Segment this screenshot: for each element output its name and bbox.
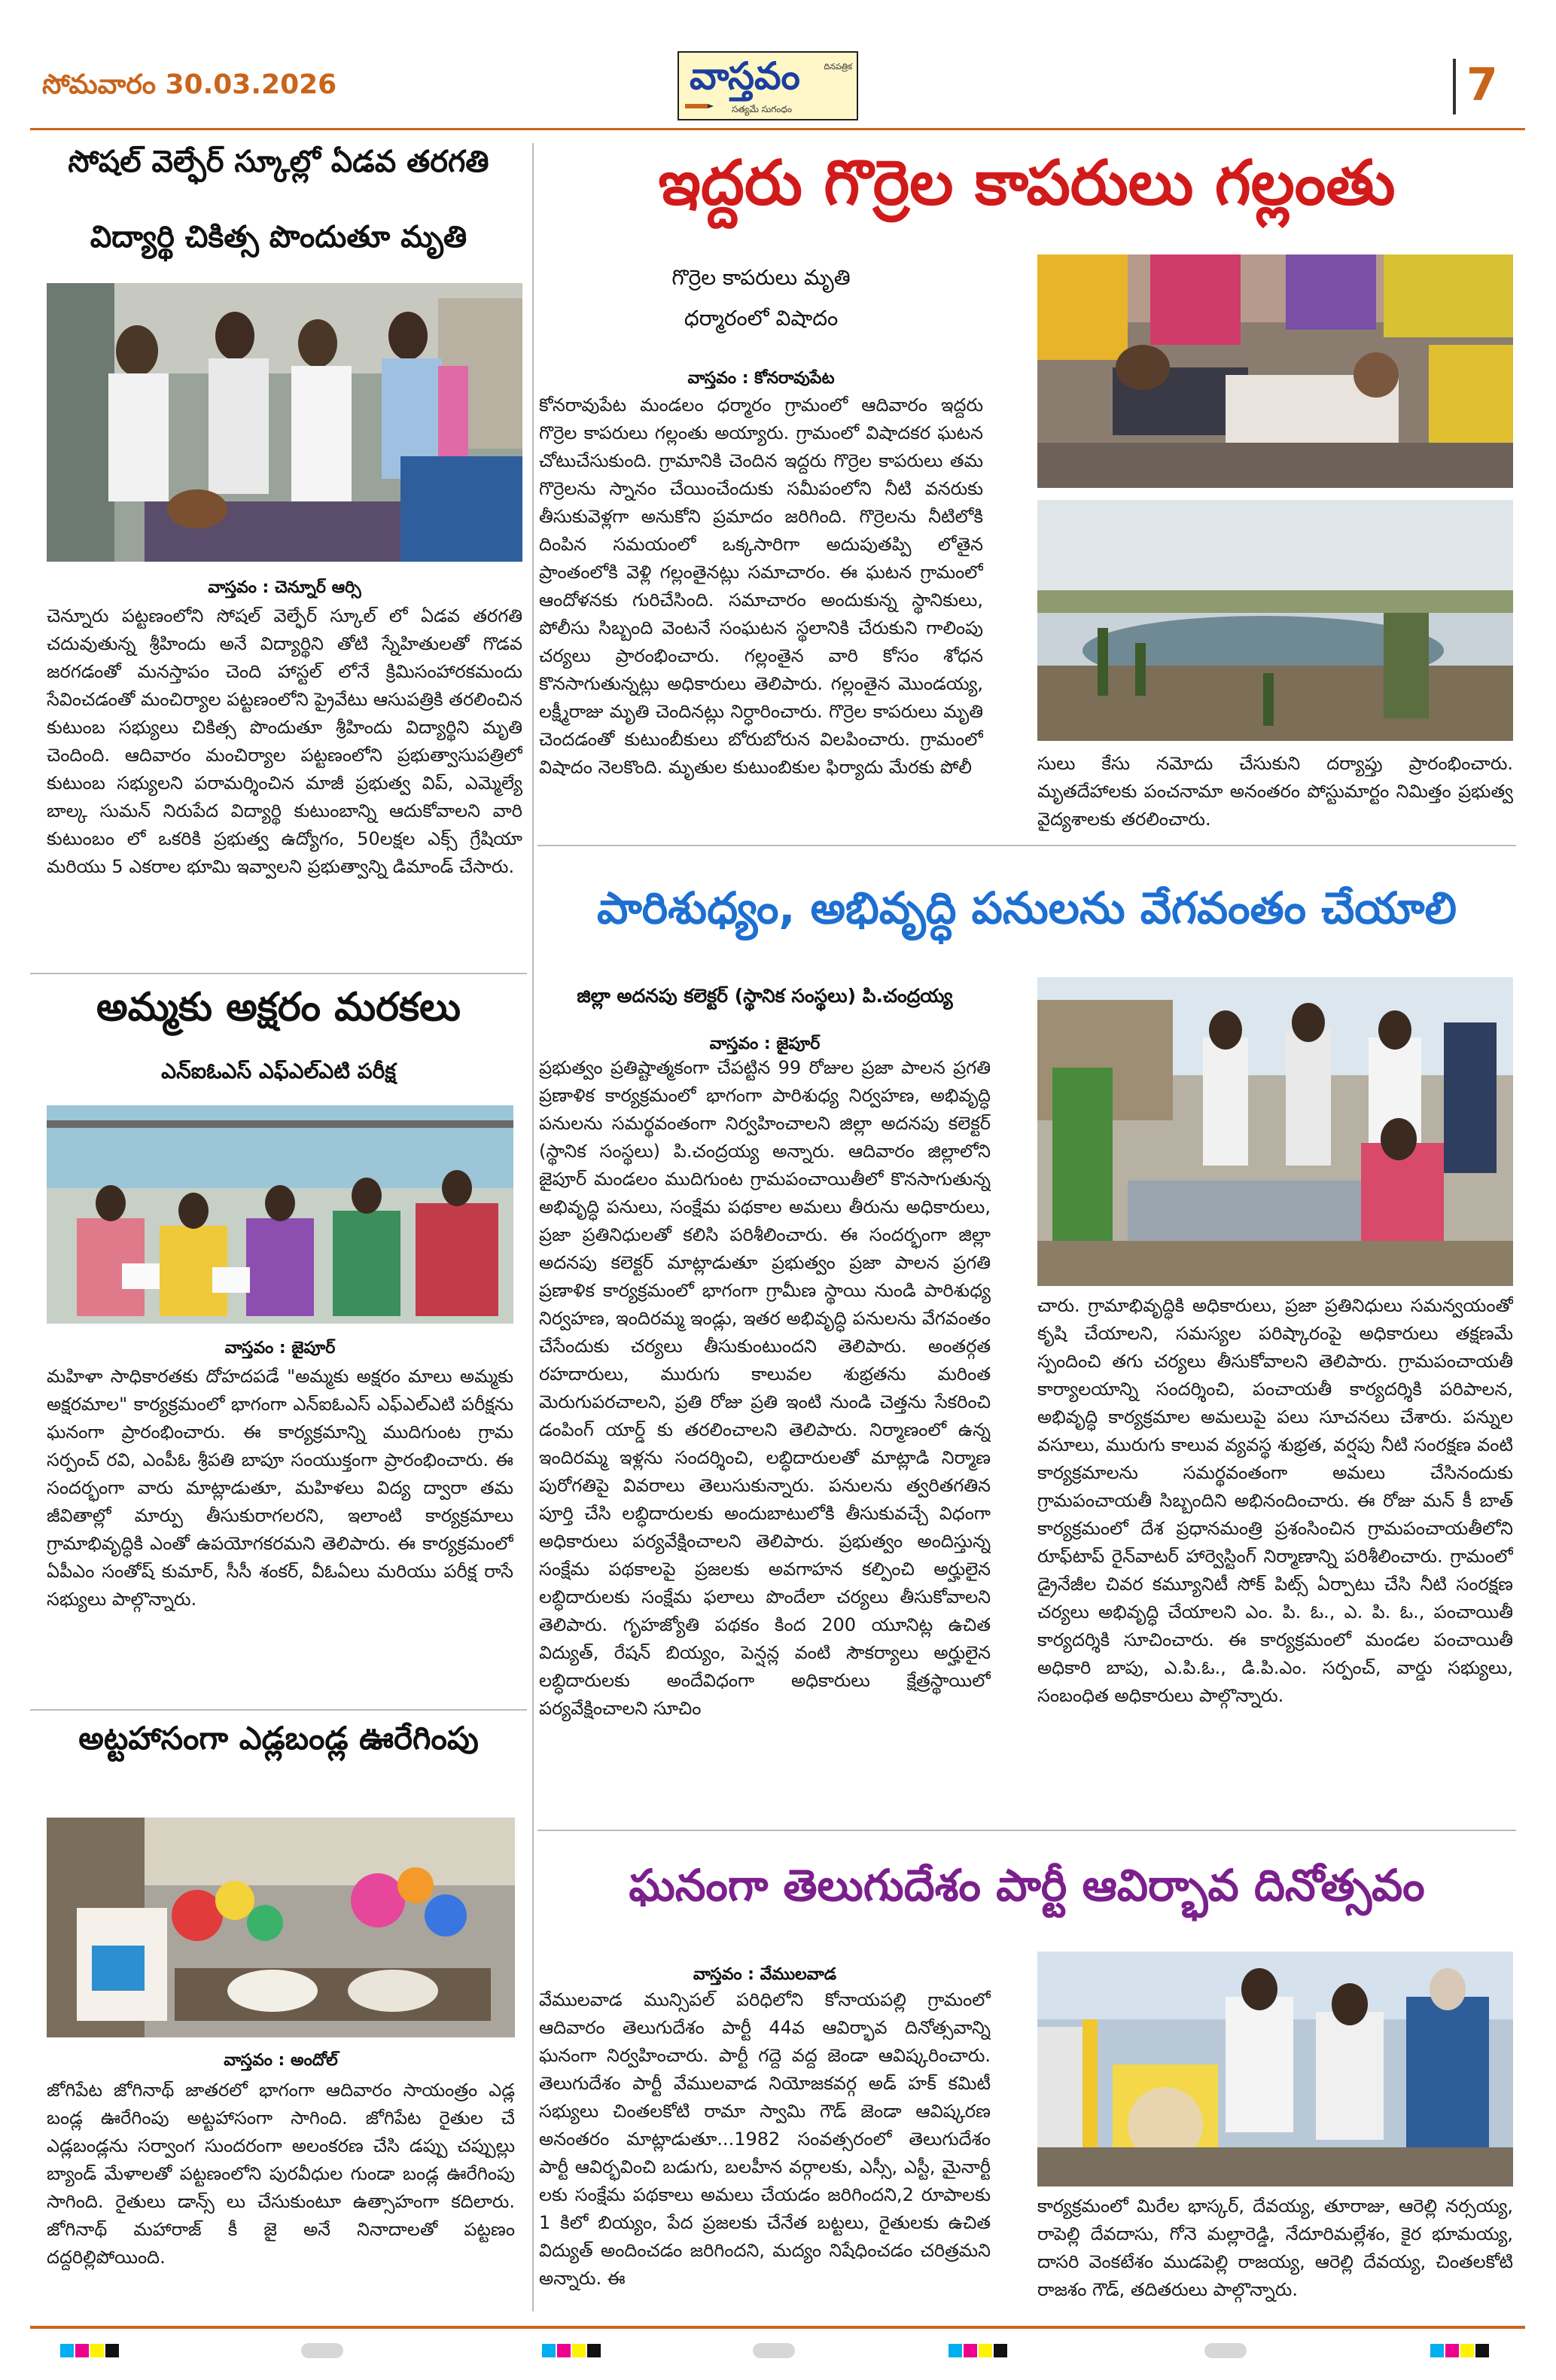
social-welfare-dateline: వాస్తవం : చెన్నూర్ ఆర్సి [208, 578, 361, 597]
edla-bandla-photo [47, 1818, 515, 2037]
ammaku-dateline: వాస్తవం : జైపూర్ [224, 1339, 336, 1358]
ammaku-body: మహిళా సాధికారతకు దోహదపడే "అమ్మకు అక్షరం మాలు అమ్మకు అక్షరమాల" కార్యక్రమంలో భాగంగా ఎన్ఐఓఎస్ ఎఫ్ఎల్ఎటి పరీక్షను ఘనంగా ప్రారంభించారు. ఈ కార్యక్రమాన్ని ముదిగుంట గ్రామ సర్పంచ్ రవి, ఎంపీఓ శ్రీపతి బాపూ సంయుక్తంగా ప్రారంభించారు. ఈ సందర్భంగా వారు మాట్లాడుతూ, మహిళలు విద్య ద్వారా తమ జీవితాల్లో మార్పు తీసుకురాగలరని, ఇలాంటి కార్యక్రమాలు గ్రామాభివృద్ధికి ఎంతో ఉపయోగకరమని తెలిపారు. ఈ కార్యక్రమంలో ఏపీఎం సంతోష్ కుమార్, సీసీ శంకర్, వీఓఏలు మరియు పరీక్ష రాసే సభ్యులు పాల్గొన్నారు. [47, 1366, 513, 1610]
ammaku-headline: అమ్మకు అక్షరం మరకలు [96, 985, 461, 1030]
tdp-body-continued: కార్యక్రమంలో మిరేల భాస్కర్, దేవయ్య, తూరాజు, ఆరెల్లి నర్సయ్య, రాపెల్లి దేవదాసు, గోనె మల్లారెడ్డి, నేదూరిమల్లేశం, కైర భూమయ్య, దాసరి వెంకటేశం ముడపెల్లి రాజయ్య, ఆరెల్లి దేవయ్య, చింతలకోటి రాజశం గౌడ్, తదితరులు పాల్గొన్నారు. [1037, 2196, 1513, 2300]
masthead-side-label: దినపత్రిక [824, 62, 852, 72]
page-number: 7 [1466, 59, 1498, 111]
social-welfare-photo [47, 283, 522, 562]
parishubhram-body-continued: చారు. గ్రామాభివృద్ధికి అధికారులు, ప్రజా ప్రతినిధులు సమన్వయంతో కృషి చేయాలని, సమస్యల పరిష్కారంపై అధికారులు తక్షణమే స్పందించి తగు చర్యలు తీసుకోవాలని తెలిపారు. గ్రామపంచాయతీ కార్యాలయాన్ని సందర్శించి, పంచాయతీ కార్యదర్శికి పరిపాలన, అభివృద్ధి కార్యక్రమాల అమలుపై పలు సూచనలు చేశారు. పన్నుల వసూలు, మురుగు కాలువ వ్యవస్థ శుభ్రత, వర్షపు నీటి సంరక్షణ వంటి కార్యక్రమాలను సమర్థవంతంగా అమలు చేసినందుకు గ్రామపంచాయతీ సిబ్బందిని అభినందించారు. ఈ రోజు మన్ కీ బాత్ కార్యక్రమంలో దేశ ప్రధానమంత్రి ప్రశంసించిన గ్రామపంచాయతీలోని రూఫ్‌టాప్ రైన్‌వాటర్ హార్వెస్టింగ్ నిర్మాణాన్ని పరిశీలించారు. గ్రామంలో డ్రైనేజీల చివర కమ్యూనిటీ సోక్ పిట్స్ ఏర్పాటు చేసి నీటి సంరక్షణ చర్యలు అభివృద్ధి చేయాలని ఎం. పి. ఓ., ఎ. పి. ఓ., పంచాయితీ కార్యదర్శికి సూచించారు. ఈ కార్యక్రమంలో మండల పంచాయితీ అధికారి బాపు, ఎ.పి.ఓ., డి.పి.ఎం. సర్పంచ్, వార్డు సభ్యులు, సంబంధిత అధికారులు పాల్గొన్నారు. [1037, 1295, 1513, 1706]
tdp-dateline: వాస్తవం : వేములవాడ [693, 1965, 837, 1984]
parishubhram-subhead: జిల్లా అదనపు కలెక్టర్ (స్థానిక సంస్థలు) పి.చంద్రయ్య [577, 985, 953, 1007]
gorrela-body: కోనరావుపేట మండలం ధర్మారం గ్రామంలో ఆదివారం ఇద్దరు గొర్రెల కాపరులు గల్లంతు అయ్యారు. గ్రామంలో విషాదకర ఘటన చోటుచేసుకుంది. గ్రామానికి చెందిన ఇద్దరు గొర్రెల కాపరులు తమ గొర్రెలను స్నానం చేయించేందుకు సమీపంలోని నీటి వనరుకు తీసుకువెళ్లగా అనుకోని ప్రమాదం జరిగింది. గొర్రెలను నీటిలోకి దింపిన సమయంలో ఒక్కసారిగా అదుపుతప్పి లోతైన ప్రాంతంలోకి వెళ్లి గల్లంతైనట్లు సమాచారం. ఈ ఘటన గ్రామంలో ఆందోళనకు గురిచేసింది. సమాచారం అందుకున్న స్థానికులు, పోలీసు సిబ్బంది వెంటనే సంఘటన స్థలానికి చేరుకుని గాలింపు చర్యలు ప్రారంభించారు. గల్లంతైన వారి కోసం శోధన కొనసాగుతున్నట్లు అధికారులు తెలిపారు. గల్లంతైన మొండయ్య, లక్ష్మీరాజు మృతి చెందినట్లు నిర్ధారించారు. గొర్రెల కాపరులు మృతి చెందడంతో కుటుంబీకులు బోరుబోరున విలపించారు. గ్రామంలో విషాదం నెలకొంది. మృతుల కుటుంబికుల ఫిర్యాదు మేరకు పోలీ [539, 395, 983, 778]
issue-date: సోమవారం 30.03.2026 [42, 69, 337, 100]
column-divider-left [532, 143, 534, 2311]
masthead-name: వాస్తవం [690, 54, 800, 98]
gorrela-subhead-2: ధర్మారంలో విషాదం [684, 306, 839, 331]
divider [537, 1830, 1516, 1831]
divider [30, 973, 527, 974]
divider [537, 845, 1516, 846]
ammaku-photo [47, 1105, 513, 1324]
gorrela-headline: ఇద్దరు గొర్రెల కాపరులు గల్లంతు [658, 148, 1396, 219]
gorrela-body-continued: సులు కేసు నమోదు చేసుకుని దర్యాప్తు ప్రారంభించారు. మృతదేహాలకు పంచనామా అనంతరం పోస్టుమార్టం నిమిత్తం ప్రభుత్వ వైద్యశాలకు తరలించారు. [1037, 753, 1513, 830]
social-welfare-headline-2: విద్యార్థి చికిత్స పొందుతూ మృతి [90, 220, 467, 254]
tdp-photo [1037, 1952, 1513, 2186]
gorrela-subhead-1: గొర్రెల కాపరులు మృతి [671, 265, 851, 290]
social-welfare-body: చెన్నూరు పట్టణంలోని సోషల్ వెల్ఫేర్ స్కూల్ లో ఏడవ తరగతి చదువుతున్న శ్రీహిందు అనే విద్యార్థిని తోటి స్నేహితులతో గొడవ జరగడంతో మనస్తాపం చెంది హాస్టల్ లోనే క్రిమిసంహారకమందు సేవించడంతో మంచిర్యాల పట్టణంలోని ప్రైవేటు ఆసుపత్రికి తరలించిన కుటుంబ సభ్యులు చికిత్స పొందుతూ శ్రీహిందు విద్యార్థిని మృతి చెందింది. ఆదివారం మంచిర్యాల పట్టణంలోని ప్రభుత్వాసుపత్రిలో కుటుంబ సభ్యులని పరామర్శించిన మాజీ ప్రభుత్వ విప్, ఎమ్మెల్యే బాల్క సుమన్ నిరుపేద విద్యార్థి కుటుంబాన్ని ఆదుకోవాలని వారి కుటుంబం లో ఒకరికి ప్రభుత్వ ఉద్యోగం, 50లక్షల ఎక్స్ గ్రేషియా మరియు 5 ఎకరాల భూమి ఇవ్వాలని ప్రభుత్వాన్ని డిమాండ్ చేసారు. [47, 605, 522, 877]
parishubhram-headline: పారిశుధ్యం, అభివృద్ధి పనులను వేగవంతం చేయాలి [596, 882, 1457, 934]
page-number-divider [1453, 59, 1456, 114]
edla-bandla-headline: అట్టహాసంగా ఎడ్లబండ్ల ఊరేగింపు [78, 1720, 479, 1757]
footer-rule [30, 2326, 1525, 2329]
tdp-headline: ఘనంగా తెలుగుదేశం పార్టీ ఆవిర్భావ దినోత్సవం [629, 1860, 1425, 1911]
divider [30, 1709, 527, 1711]
gorrela-photo-2 [1037, 500, 1513, 741]
parishubhram-body: ప్రభుత్వం ప్రతిష్టాత్మకంగా చేపట్టిన 99 రోజుల ప్రజా పాలన ప్రగతి ప్రణాళిక కార్యక్రమంలో భాగంగా పారిశుధ్య నిర్వహణ, అభివృద్ధి పనులను సమర్థవంతంగా నిర్వహించాలని జిల్లా అదనపు కలెక్టర్ (స్థానిక సంస్థలు) పి.చంద్రయ్య అన్నారు. ఆదివారం జిల్లాలోని జైపూర్ మండలం ముదిగుంట గ్రామపంచాయితీలో కొనసాగుతున్న అభివృద్ధి పనులు, సంక్షేమ పథకాల అమలు తీరును అధికారులు, ప్రజా ప్రతినిధులతో కలిసి పరిశీలించారు. ఈ సందర్భంగా జిల్లా అదనపు కలెక్టర్ మాట్లాడుతూ ప్రభుత్వం ప్రజా పాలన ప్రగతి ప్రణాళిక కార్యక్రమంలో భాగంగా గ్రామీణ స్థాయి నుండి పారిశుధ్య నిర్వహణ, ఇందిరమ్మ ఇండ్లు, ఇతర అభివృద్ధి పనులను వేగవంతం చేసేందుకు చర్యలు తీసుకుంటుందని తెలిపారు. అంతర్గత రహదారులు, మురుగు కాలువల శుభ్రతను మరింత మెరుగుపరచాలని, ప్రతి రోజు ప్రతి ఇంటి నుండి చెత్తను సేకరించి డంపింగ్ యార్డ్ కు తరలించాలని తెలిపారు. నిర్మాణంలో ఉన్న ఇందిరమ్మ ఇళ్లను సందర్శించి, లబ్ధిదారులతో మాట్లాడి నిర్మాణ పురోగతిపై వివరాలు తెలుసుకున్నారు. పనులను త్వరితగతిన పూర్తి చేసి లబ్ధిదారులకు అందుబాటులోకి తీసుకువచ్చే విధంగా అధికారులు పర్యవేక్షించాలని తెలిపారు. ప్రభుత్వం అందిస్తున్న సంక్షేమ పథకాలపై ప్రజలకు అవగాహన కల్పించి అర్హులైన లబ్ధిదారులకు సంక్షేమ ఫలాలు పొందేలా చర్యలు తీసుకోవాలని తెలిపారు. గృహజ్యోతి పథకం కింద 200 యూనిట్ల ఉచిత విద్యుత్, రేషన్ బియ్యం, పెన్షన్ల వంటి సౌకర్యాలు అర్హులైన లబ్ధిదారులకు అందేవిధంగా అధికారులు క్షేత్రస్థాయిలో పర్యవేక్షించాలని సూచిం [539, 1057, 991, 1719]
masthead-tagline: సత్యమే సుగంధం [732, 104, 792, 114]
tdp-body: వేములవాడ మున్సిపల్ పరిధిలోని కోనాయపల్లి గ్రామంలో ఆదివారం తెలుగుదేశం పార్టీ 44వ ఆవిర్భావ దినోత్సవాన్ని ఘనంగా నిర్వహించారు. పార్టీ గద్దె వద్ద జెండా ఆవిష్కరించారు. తెలుగుదేశం పార్టీ వేములవాడ నియోజకవర్గ అడ్ హక్ కమిటీ సభ్యులు చింతలకోటి రామా స్వామి గౌడ్ జెండా ఆవిష్కరణ అనంతరం మాట్లాడుతూ...1982 సంవత్సరంలో తెలుగుదేశం పార్టీ ఆవిర్భవించి బడుగు, బలహీన వర్గాలకు, ఎస్సీ, ఎస్టీ, మైనార్టీ లకు సంక్షేమ పథకాలు అమలు చేయడం జరిగిందని,2 రూపాలకు 1 కిలో బియ్యం, పేద ప్రజలకు చేనేత బట్టలు, రైతులకు ఉచిత విద్యుత్ అందించడం జరిగిందని, మద్యం నిషేధించడం చరిత్రమని అన్నారు. ఈ [539, 1989, 991, 2289]
edla-bandla-body: జోగిపేట జోగినాథ్ జాతరలో భాగంగా ఆదివారం సాయంత్రం ఎడ్ల బండ్ల ఊరేగింపు అట్టహాసంగా సాగింది. జోగిపేట రైతుల చే ఎడ్లబండ్లను సర్వాంగ సుందరంగా అలంకరణ చేసి డప్పు చప్పుల్లు బ్యాండ్ మేళాలతో పట్టణంలోని పురవీధుల గుండా బండ్ల ఊరేగింపు సాగింది. రైతులు డాన్స్ లు చేసుకుంటూ ఉత్సాహంగా కదిలారు. జోగినాథ్ మహారాజ్ కీ జై అనే నినాదాలతో పట్టణం దద్దరిల్లిపోయింది. [47, 2080, 515, 2268]
gorrela-dateline: వాస్తవం : కోనరావుపేట [687, 369, 835, 388]
social-welfare-headline-1: సోషల్ వెల్ఫేర్ స్కూల్లో ఏడవ తరగతి [68, 145, 489, 179]
pen-icon [684, 96, 714, 116]
edla-bandla-dateline: వాస్తవం : అందోల్ [224, 2051, 338, 2070]
parishubhram-dateline: వాస్తవం : జైపూర్ [709, 1035, 821, 1053]
ammaku-subhead: ఎన్ఐఓఎస్ ఎఫ్ఎల్ఎటి పరీక్ష [161, 1059, 396, 1083]
masthead-logo [678, 51, 858, 120]
header-rule [30, 128, 1525, 130]
parishubhram-photo [1037, 977, 1513, 1286]
gorrela-photo-1 [1037, 254, 1513, 488]
